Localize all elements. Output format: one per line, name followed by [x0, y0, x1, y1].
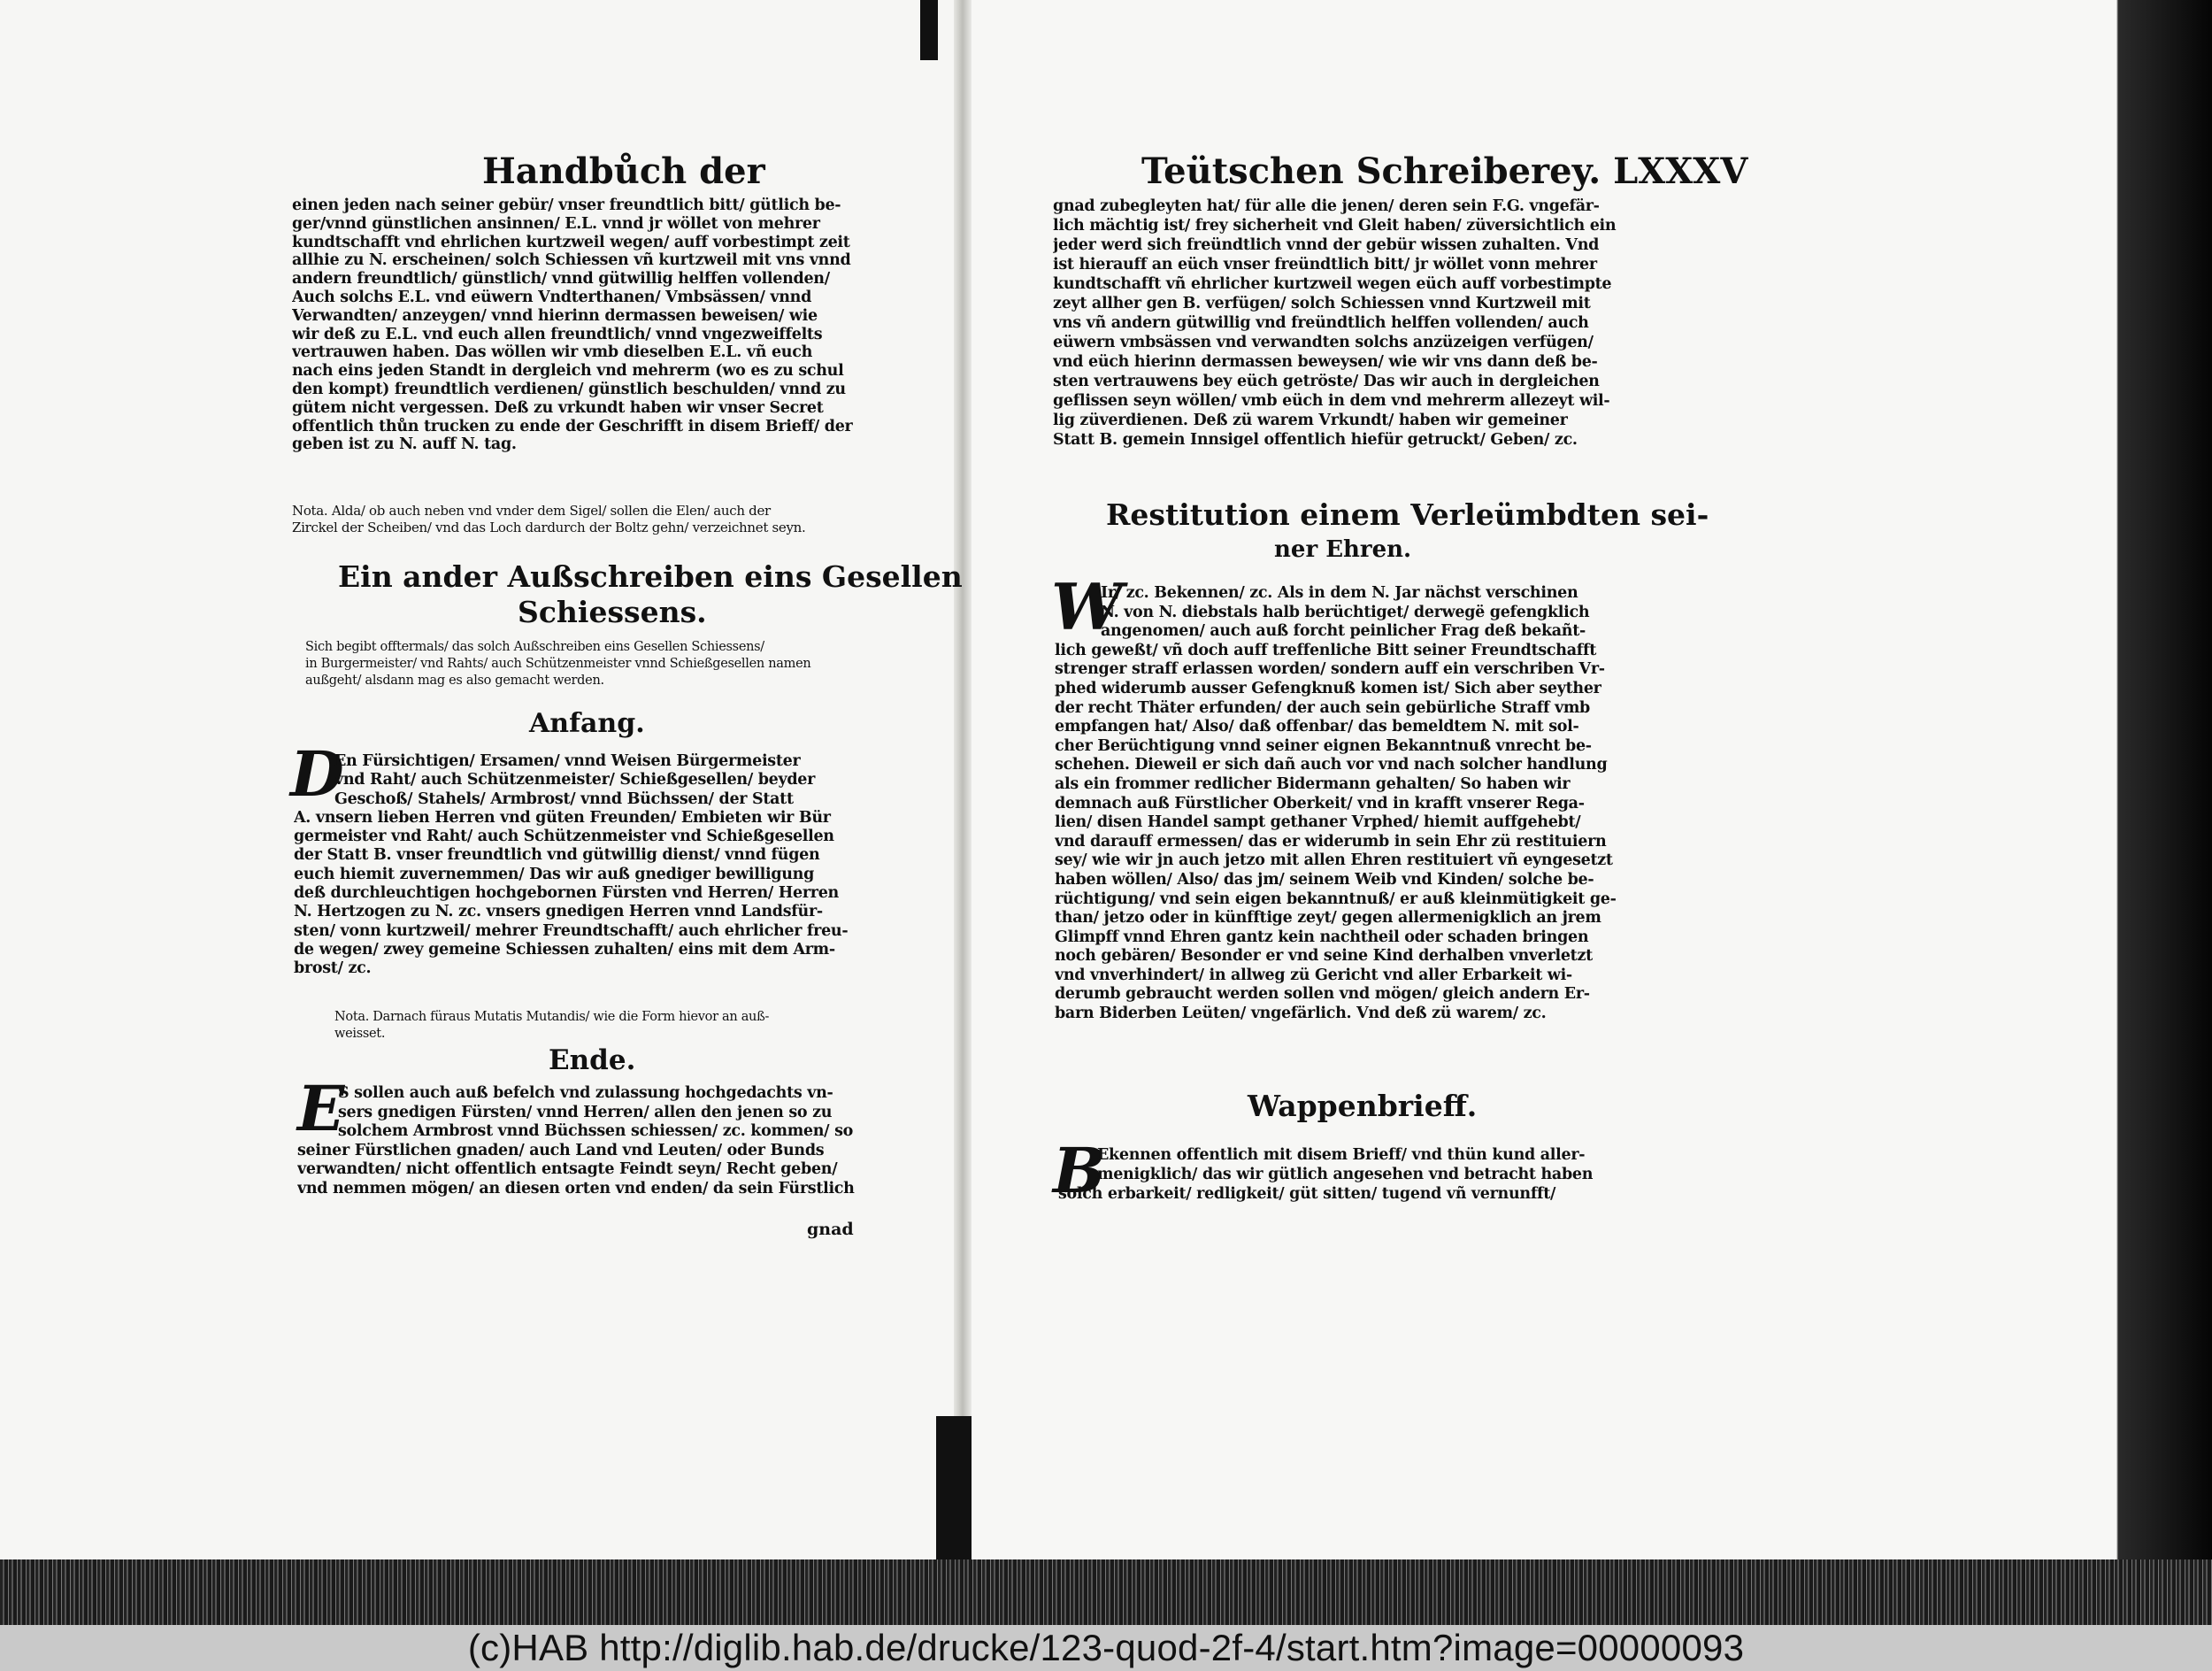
- text-line: brost/ zc.: [294, 959, 372, 978]
- text-line: barn Biderben Leüten/ vngefärlich. Vnd deß zü warem/ zc.: [1055, 1005, 1547, 1023]
- text-line: Statt B. gemein Innsigel offentlich hiefür getruckt/ Geben/ zc.: [1053, 431, 1578, 449]
- left-dropcap-e: E: [297, 1072, 345, 1145]
- text-line: einen jeden nach seiner gebür/ vnser freundtlich bitt/ gütlich be-: [292, 196, 841, 214]
- right-heading-restitution: Restitution einem Verleümbdten sei-: [1106, 497, 1709, 532]
- text-line: vnd vnverhindert/ in allweg zü Gericht vnd aller Erbarkeit wi-: [1055, 966, 1572, 984]
- text-line: kundtschafft vñ ehrlicher kurtzweil wegen eüch auff vorbestimpte: [1053, 275, 1612, 293]
- right-dropcap-b: B: [1053, 1134, 1106, 1207]
- text-line: allhie zu N. erscheinen/ solch Schiessen vñ kurtzweil mit vns vnnd: [292, 251, 851, 270]
- text-line: Ir/ zc. Bekennen/ zc. Als in dem N. Jar nächst verschinen: [1101, 584, 1578, 602]
- left-paragraph-4: [297, 1084, 872, 1198]
- text-line: Zirckel der Scheiben/ vnd das Loch dardurch der Boltz gehn/ verzeichnet seyn.: [292, 520, 806, 535]
- text-line: sey/ wie wir jn auch jetzo mit allen Ehren restituiert vñ eyngesetzt: [1055, 851, 1613, 870]
- text-line: außgeht/ alsdann mag es also gemacht werden.: [305, 674, 604, 688]
- text-line: vertrauwen haben. Das wöllen wir vmb dieselben E.L. vñ euch: [292, 343, 813, 362]
- footer-bar: [0, 1625, 2212, 1671]
- text-line: Sich begibt offtermals/ das solch Außschreiben eins Gesellen Schiessens/: [305, 640, 764, 654]
- text-line: ist hierauff an eüch vnser freündtlich bitt/ jr wöllet vonn mehrer: [1053, 256, 1597, 273]
- gutter-shadow-bottom: [936, 1416, 975, 1562]
- text-line: gnad zubegleyten hat/ für alle die jenen/ deren sein F.G. vngefär-: [1053, 197, 1600, 215]
- text-line: geflissen seyn wöllen/ vmb eüch in dem vnd mehrerm allezeyt wil-: [1053, 392, 1610, 410]
- text-line: wir deß zu E.L. vnd euch allen freundtlich/ vnnd vngezweiffelts: [292, 325, 823, 343]
- text-line: menigklich/ das wir gütlich angesehen vnd betracht haben: [1097, 1166, 1594, 1183]
- text-line: empfangen hat/ Also/ daß offenbar/ das bemeldtem N. mit sol-: [1055, 718, 1579, 736]
- left-heading-anfang: Anfang.: [529, 708, 645, 739]
- left-catchword: gnad: [807, 1220, 854, 1239]
- footer-url-text: (c)HAB http://diglib.hab.de/drucke/123-quod-2f-4/start.htm?image=00000093: [467, 1627, 1745, 1668]
- text-line: weisset.: [334, 1027, 386, 1041]
- text-line: den kompt) freundtlich verdienen/ günstlich beschulden/ vnnd zu: [292, 380, 846, 398]
- text-line: andern freundtlich/ günstlich/ vnnd gütwillig helffen vollenden/: [292, 270, 830, 289]
- text-line: ger/vnnd günstlichen ansinnen/ E.L. vnnd jr wöllet von mehrer: [292, 214, 820, 233]
- text-line: lig züverdienen. Deß zü warem Vrkundt/ haben wir gemeiner: [1053, 412, 1568, 429]
- text-line: euch hiemit zuvernemmen/ Das wir auß gnediger bewilligung: [294, 865, 815, 883]
- text-line: sten/ vonn kurtzweil/ mehrer Freundtschafft/ auch ehrlicher freu-: [294, 921, 849, 940]
- text-line: derumb gebraucht werden sollen vnd mögen/ gleich andern Er-: [1055, 985, 1590, 1004]
- left-heading-ausschreiben: Ein ander Außschreiben eins Gesellen: [338, 559, 963, 594]
- text-line: solchem Armbrost vnnd Büchssen schiessen/ zc. kommen/ so: [338, 1122, 853, 1140]
- text-line: vnd eüch hierinn dermassen beweysen/ wie wir vns dann deß be-: [1053, 353, 1598, 371]
- text-line: vnd darauff ermessen/ das er widerumb in sein Ehr zü restituiern: [1055, 832, 1607, 851]
- text-line: vnd nemmen mögen/ an diesen orten vnd enden/ da sein Fürstlich: [297, 1179, 855, 1197]
- text-line: zeyt allher gen B. verfügen/ solch Schiessen vnnd Kurtzweil mit: [1053, 295, 1591, 312]
- text-line: vns vñ andern gütwillig vnd freündtlich helffen vollenden/ auch: [1053, 314, 1589, 332]
- text-line: Glimpff vnnd Ehren gantz kein nachtheil oder schaden bringen: [1055, 928, 1589, 946]
- text-line: der recht Thäter erfunden/ der auch sein gebürliche Straff vmb: [1055, 698, 1590, 717]
- text-line: En Fürsichtigen/ Ersamen/ vnnd Weisen Bürgermeister: [334, 752, 801, 770]
- right-heading-restitution-2: ner Ehren.: [1274, 536, 1412, 563]
- right-dropcap-w: W: [1051, 569, 1123, 644]
- text-line: germeister vnd Raht/ auch Schützenmeister vnd Schießgesellen: [294, 828, 834, 846]
- text-line: than/ jetzo oder in künfftige zeyt/ gegen allermenigklich an jrem: [1055, 909, 1601, 928]
- text-line: haben wöllen/ Also/ das jm/ seinem Weib vnd Kinden/ solche be-: [1055, 870, 1594, 889]
- left-dropcap-d: D: [290, 737, 344, 811]
- text-line: deß durchleuchtigen hochgebornen Fürsten vnd Herren/ Herren: [294, 884, 839, 903]
- text-line: demnach auß Fürstlicher Oberkeit/ vnd in krafft vnserer Rega-: [1055, 794, 1585, 812]
- text-line: lich geweßt/ vñ doch auff treffenliche Bitt seiner Freundtschafft: [1055, 641, 1596, 659]
- text-line: offentlich thůn trucken zu ende der Geschrifft in disem Brieff/ der: [292, 417, 853, 435]
- text-line: Verwandten/ anzeygen/ vnnd hierinn dermassen beweisen/ wie: [292, 306, 818, 325]
- book-gutter: [954, 0, 972, 1562]
- text-line: kundtschafft vnd ehrlichen kurtzweil wegen/ auff vorbestimpt zeit: [292, 233, 850, 251]
- text-line: als ein frommer redlicher Bidermann gehalten/ So haben wir: [1055, 774, 1571, 793]
- text-line: in Burgermeister/ vnd Rahts/ auch Schützenmeister vnnd Schießgesellen namen: [305, 657, 811, 671]
- right-heading-wappenbrieff: Wappenbrieff.: [1248, 1089, 1478, 1123]
- left-note-2: [305, 639, 872, 689]
- right-paragraph-3: [1058, 1145, 1642, 1204]
- text-line: N. Hertzogen zu N. zc. vnsers gnedigen Herren vnnd Landsfür-: [294, 903, 823, 921]
- text-line: Auch solchs E.L. vnd eüwern Vndterthanen/ Vmbsässen/ vnnd: [292, 288, 812, 306]
- text-line: geben ist zu N. auff N. tag.: [292, 435, 517, 454]
- text-line: noch gebären/ Besonder er vnd seine Kind derhalben vnverletzt: [1055, 947, 1593, 966]
- text-line: cher Berüchtigung vnnd seiner eignen Bekanntnuß vnrecht be-: [1055, 736, 1592, 755]
- text-line: Nota. Alda/ ob auch neben vnd vnder dem Sigel/ sollen die Elen/ auch der: [292, 503, 771, 519]
- left-heading-ende: Ende.: [549, 1044, 636, 1076]
- text-line: phed widerumb ausser Gefengknuß komen ist/ Sich aber seyther: [1055, 679, 1601, 697]
- text-line: schehen. Dieweil er sich dañ auch vor vnd nach solcher handlung: [1055, 756, 1608, 774]
- right-running-head: Teütschen Schreiberey. LXXXV: [1141, 150, 1748, 192]
- text-line: jeder werd sich freündtlich vnnd der gebür wissen zuhalten. Vnd: [1053, 236, 1600, 254]
- left-heading-ausschreiben-2: Schiessens.: [518, 595, 707, 629]
- text-line: Nota. Darnach füraus Mutatis Mutandis/ wie die Form hievor an auß-: [334, 1010, 770, 1024]
- text-line: de wegen/ zwey gemeine Schiessen zuhalten/ eins mit dem Arm-: [294, 940, 835, 959]
- scan-right-border: [2108, 0, 2212, 1562]
- left-paragraph-3: [294, 752, 869, 979]
- text-line: Geschoß/ Stahels/ Armbrost/ vnnd Büchssen/ der Statt: [334, 789, 794, 808]
- text-line: sers gnedigen Fürsten/ vnnd Herren/ allen den jenen so zu: [338, 1103, 833, 1121]
- left-note-1: [292, 503, 867, 536]
- right-paragraph-1: [1053, 196, 1637, 450]
- text-line: Ekennen offentlich mit disem Brieff/ vnd thün kund aller-: [1097, 1146, 1586, 1164]
- text-line: eüwern vmbsässen vnd verwandten solchs anzüzeigen verfügen/: [1053, 334, 1594, 351]
- text-line: solch erbarkeit/ redligkeit/ güt sitten/ tugend vñ vernunfft/: [1058, 1185, 1556, 1203]
- text-line: der Statt B. vnser freundtlich vnd gütwillig dienst/ vnnd fügen: [294, 846, 820, 865]
- text-line: verwandten/ nicht offentlich entsagte Feindt seyn/ Recht geben/: [297, 1160, 838, 1178]
- text-line: sten vertrauwens bey eüch getröste/ Das wir auch in dergleichen: [1053, 373, 1600, 390]
- text-line: nach eins jeden Standt in dergleich vnd mehrerm (wo es zu schul: [292, 362, 844, 381]
- text-line: strenger straff erlassen worden/ sondern auff ein verschriben Vr-: [1055, 660, 1605, 679]
- text-line: A. vnsern lieben Herren vnd güten Freunden/ Embieten wir Bür: [294, 808, 831, 827]
- text-line: vnd Raht/ auch Schützenmeister/ Schießgesellen/ beyder: [334, 771, 816, 789]
- gutter-shadow-top: [920, 0, 938, 60]
- right-paragraph-2: [1055, 584, 1639, 1024]
- text-line: angenomen/ auch auß forcht peinlicher Frag deß bekañt-: [1101, 622, 1586, 641]
- text-line: seiner Fürstlichen gnaden/ auch Land vnd Leuten/ oder Bunds: [297, 1141, 825, 1159]
- text-line: lich mächtig ist/ frey sicherheit vnd Gleit haben/ züversichtlich ein: [1053, 217, 1617, 235]
- text-line: S sollen auch auß befelch vnd zulassung hochgedachts vn-: [338, 1084, 833, 1102]
- left-paragraph-1: [292, 196, 867, 454]
- text-line: lien/ disen Handel sampt gethaner Vrphed/ hiemit auffgehebt/: [1055, 813, 1581, 832]
- text-line: rüchtigung/ vnd sein eigen bekanntnuß/ er auß kleinmütigkeit ge-: [1055, 889, 1617, 908]
- scan-noise-band: [0, 1559, 2212, 1625]
- left-running-head: Handbůch der: [482, 150, 765, 192]
- left-note-3: [334, 1009, 874, 1043]
- text-line: gütem nicht vergessen. Deß zu vrkundt haben wir vnser Secret: [292, 398, 824, 417]
- text-line: N. von N. diebstals halb berüchtiget/ derwegë gefengklich: [1101, 603, 1590, 621]
